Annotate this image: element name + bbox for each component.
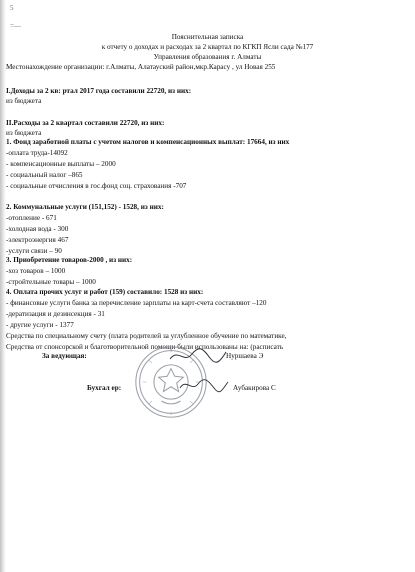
services-item: - другие услуги - 1377 bbox=[6, 321, 74, 329]
utilities-heading: 2. Коммунальные услуги (151,152) - 1528, из них: bbox=[6, 203, 164, 211]
payroll-item: - компенсационные выплаты – 2000 bbox=[6, 160, 116, 168]
utilities-item: -холодная вода - 300 bbox=[6, 225, 69, 233]
head-handwritten-signature bbox=[168, 344, 228, 366]
payroll-item: - социальный налог –865 bbox=[6, 171, 83, 179]
expense-heading: II.Расходы за 2 квартал составили 22720, из них: bbox=[6, 119, 165, 127]
doc-location: Местонахождение организации: г.Алматы, Алатауский район,мкр.Карасу , ул Новая 255 bbox=[6, 63, 276, 71]
goods-item: -хоз товаров – 1000 bbox=[6, 267, 66, 275]
payroll-item: -оплата труда-14092 bbox=[6, 149, 68, 157]
goods-item: -стройтельные товары – 1000 bbox=[6, 278, 96, 286]
doc-title: Пояснительная записка bbox=[171, 33, 244, 41]
scan-edge-shadow bbox=[0, 0, 6, 572]
services-heading: 4. Оплата прочих услуг и работ (159) составило: 1528 из них: bbox=[6, 288, 204, 296]
goods-heading: 3. Приобретение товаров-2000 , из них: bbox=[6, 256, 133, 264]
payroll-heading: 1. Фонд заработной платы с учетом налогов и компенсационных выплат: 17664, из них bbox=[6, 138, 290, 146]
doc-organization: Управления образования г. Алматы bbox=[153, 53, 262, 61]
sponsorship-line: Средства от спонсорской и благотворительной помощи были использованы на: (расписать bbox=[6, 343, 284, 351]
head-signature-label: За ведующая: bbox=[42, 352, 87, 360]
utilities-item: -отопление - 671 bbox=[6, 214, 57, 222]
services-item: -дератизация и дезинсекция - 31 bbox=[6, 310, 105, 318]
expense-line: из бюджета bbox=[6, 129, 42, 137]
income-heading: I.Доходы за 2 кв: ртал 2017 года составили 22720, из них: bbox=[6, 87, 192, 95]
scan-mark: 5 bbox=[10, 4, 14, 12]
scan-mark: =— bbox=[10, 22, 21, 30]
accountant-signature-name: Аубакирова С bbox=[233, 384, 276, 392]
accountant-signature-label: Бухгал ер: bbox=[87, 384, 122, 392]
doc-subtitle: к отчету о доходах и расходах за 2 квартал по КГКП Ясли сада №177 bbox=[101, 43, 314, 51]
payroll-item: - социальные отчисления в гос.фонд соц. страхования -707 bbox=[6, 182, 187, 190]
services-item: - финансовые услуги банка за перечисление зарплаты на карт-счета составляют –120 bbox=[6, 299, 267, 307]
accountant-handwritten-signature bbox=[178, 376, 230, 394]
utilities-item: -электроэнергия 467 bbox=[6, 236, 69, 244]
head-signature-name: Нуршаева Э bbox=[226, 352, 264, 360]
utilities-item: -услуги связи – 90 bbox=[6, 247, 62, 255]
special-account-line: Средства по специальному счету (плата родителей за углубленное обучение по математике, bbox=[6, 332, 287, 340]
income-line: из бюджета bbox=[6, 97, 42, 105]
